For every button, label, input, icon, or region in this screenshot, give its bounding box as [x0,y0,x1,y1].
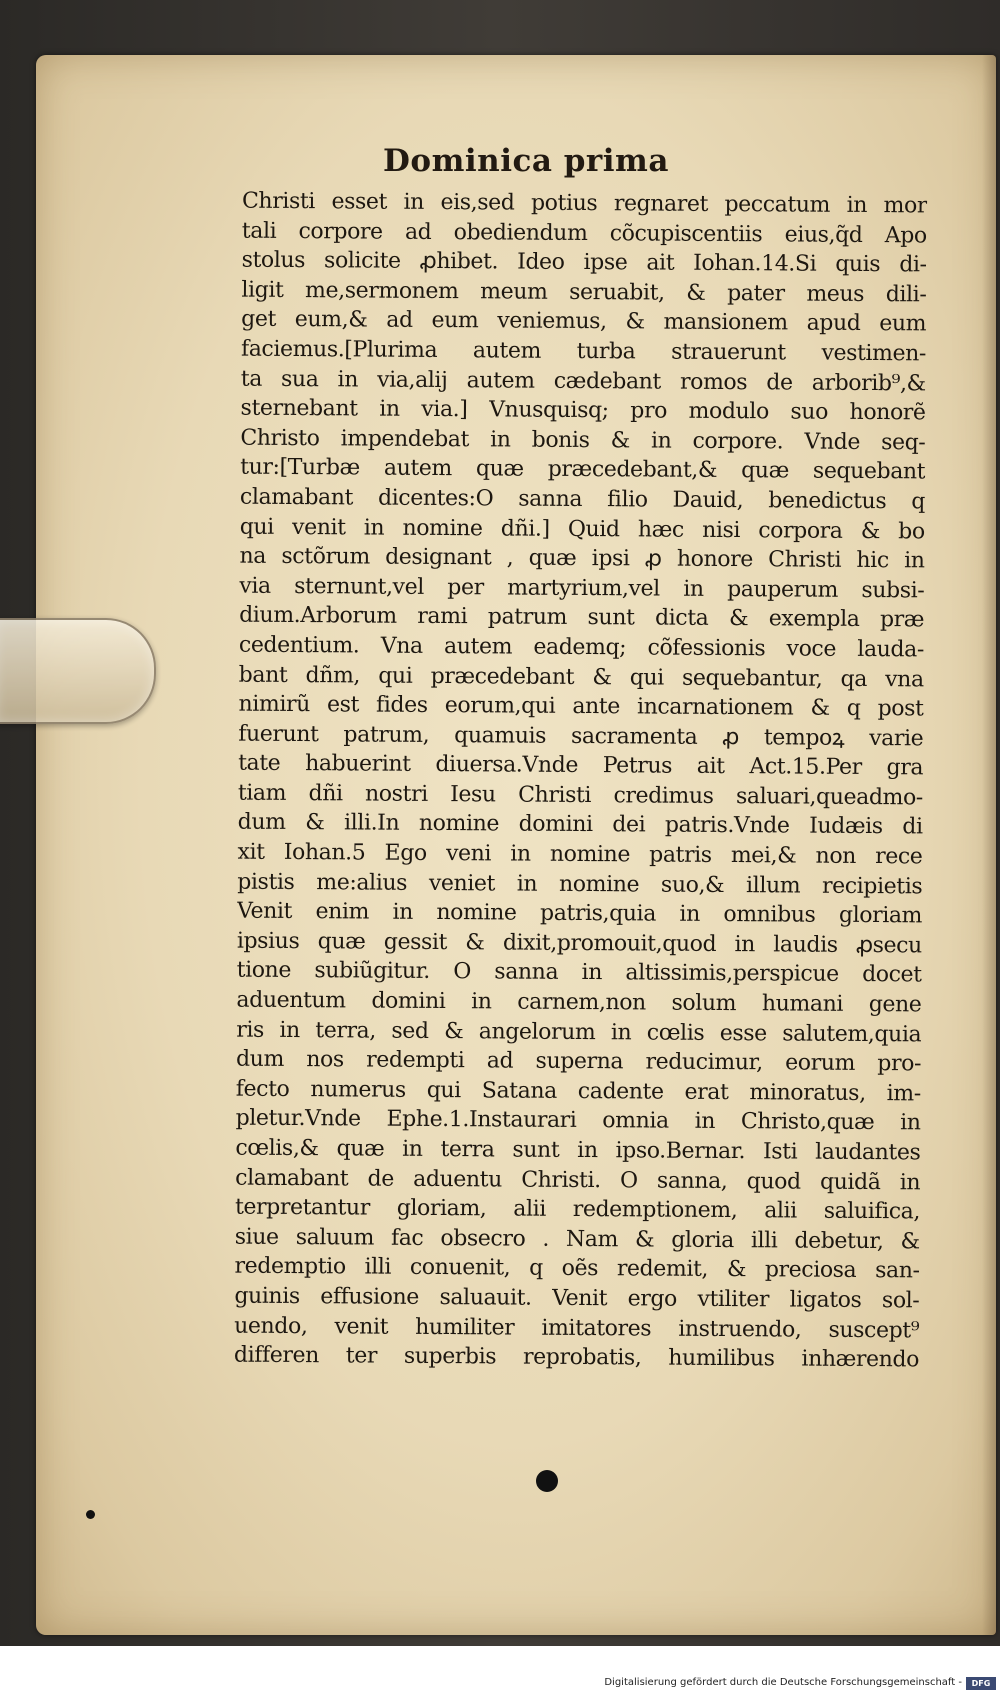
text-line: pletur.Vnde Ephe.1.Instaurari omnia in Christo,quæ in [235,1106,921,1136]
dfg-logo-icon: DFG [966,1677,996,1690]
ink-dot [536,1470,558,1492]
text-line: stolus solicite ꝓhibet. Ideo ipse ait Iohan.14.Si quis di- [241,247,927,278]
text-line: pistis me:alius veniet in nomine suo,& illum recipietis [237,869,923,900]
footer-bar [0,1646,1000,1696]
text-line: get eum,& ad eum veniemus, & mansionem apud eum [241,306,927,337]
text-line: fecto numerus qui Satana cadente erat minoratus, im- [235,1076,921,1107]
text-line: ta sua in via,alij autem cædebant romos de arborib⁹,& [240,366,926,396]
text-line: cœlis,& quæ in terra sunt in ipso.Bernar. Isti laudantes [235,1135,921,1166]
text-line: bant dñm, qui præcedebant & qui sequebantur, qa vna [238,662,924,692]
text-line: na sctõrum designant , quæ ipsi ꝓ honore Christi hic in [239,543,925,574]
text-line: aduentum domini in carnem,non solum humani gene [236,987,922,1018]
text-line: differen ter superbis reprobatis, humilibus inhærendo [233,1342,920,1373]
running-header: Dominica prima [383,143,669,179]
text-line: qui venit in nomine dñi.] Quid hæc nisi corpora & bo [239,514,925,544]
text-line: dium.Arborum rami patrum sunt dicta & exempla præ [239,602,925,633]
text-line: redemptio illi conuenit, q oẽs redemit, & preciosa san- [234,1253,920,1284]
text-line: siue saluum fac obsecro . Nam & gloria illi debetur, & [234,1224,920,1255]
text-line: via sternunt,vel per martyrium,vel in pauperum subsi- [239,573,925,604]
body-text [234,187,927,1376]
text-line: tiam dñi nostri Iesu Christi credimus saluari,queadmo- [237,780,923,811]
text-line: sternebant in via.] Vnusquisq; pro modulo suo honorẽ [240,395,926,426]
text-line: faciemus.[Plurima autem turba strauerunt vestimen- [240,336,927,367]
book-page [36,55,996,1635]
text-line: ris in terra, sed & angelorum in cœlis esse salutem,quia [236,1017,922,1048]
text-line: ligit me,sermonem meum seruabit, & pater meus dili- [241,277,927,308]
text-line: tione subiũgitur. O sanna in altissimis,perspicue docet [236,958,922,988]
text-line: guinis effusione saluauit. Venit ergo vtiliter ligatos sol- [234,1283,920,1314]
text-line: fuerunt patrum, quamuis sacramenta ꝓ tempoꝝ varie [238,721,924,752]
text-line: uendo, venit humiliter imitatores instruendo, suscept⁹ [234,1313,920,1343]
text-line: tur:[Turbæ autem quæ præcedebant,& quæ sequebant [240,454,926,485]
text-line: clamabant de aduentu Christi. O sanna, quod quidã in [235,1165,921,1195]
text-line: Christo impendebat in bonis & in corpore. Vnde seq- [240,425,926,456]
page-clip [0,618,156,724]
text-line: nimirũ est fides eorum,qui ante incarnationem & q post [238,691,924,722]
text-line: Christi esset in eis,sed potius regnaret peccatum in mor [241,188,928,219]
text-line: dum & illi.In nomine domini dei patris.Vnde Iudæis di [237,810,923,840]
text-line: ipsius quæ gessit & dixit,promouit,quod in laudis ꝓsecu [236,928,922,959]
text-line: tate habuerint diuersa.Vnde Petrus ait Act.15.Per gra [238,750,924,781]
text-line: clamabant dicentes:O sanna filio Dauid, benedictus q [239,484,926,515]
text-line: cedentium. Vna autem eademq; cõfessionis voce lauda- [238,632,925,663]
text-line: terpretantur gloriam, alii redemptionem, alii saluifica, [234,1194,921,1225]
text-line: tali corpore ad obediendum cõcupiscentiis eius,q̃d Apo [241,218,927,248]
text-line: xit Iohan.5 Ego veni in nomine patris mei,& non rece [237,839,923,870]
text-line: dum nos redempti ad superna reducimur, eorum pro- [235,1046,922,1077]
pin-hole [86,1510,95,1519]
funding-credit: Digitalisierung gefördert durch die Deutsche Forschungsgemeinschaft - [604,1677,962,1688]
text-line: Venit enim in nomine patris,quia in omnibus gloriam [236,898,923,929]
